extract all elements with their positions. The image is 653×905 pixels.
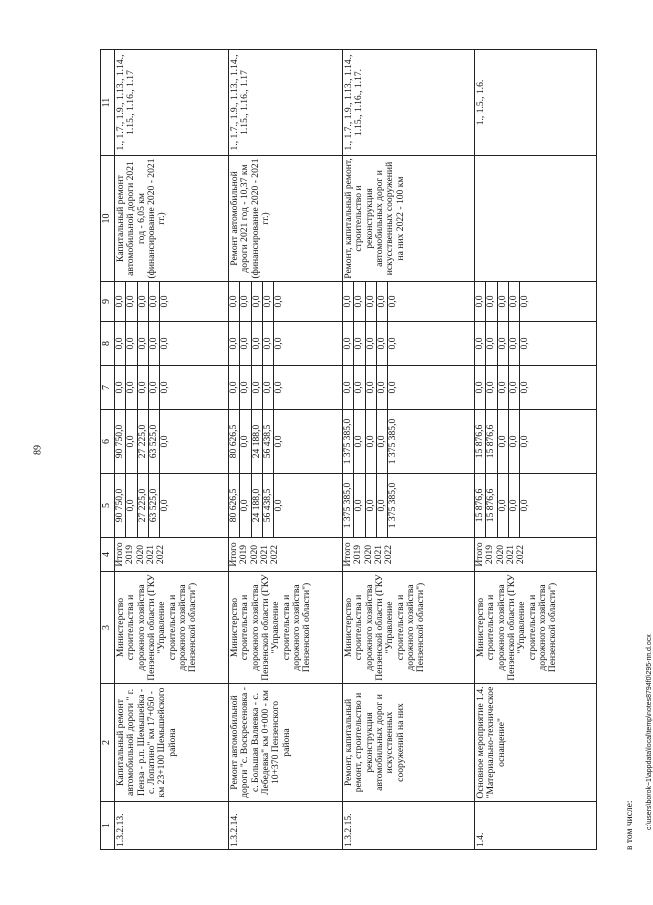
value-cell: 0,0 xyxy=(273,282,284,321)
value-cell: 15 876,6 xyxy=(473,424,485,459)
program-table xyxy=(100,49,597,850)
value-cell: 0,0 xyxy=(125,366,136,409)
value-cell: 0,0 xyxy=(341,295,353,308)
value-cell: 0,0 xyxy=(508,474,519,537)
value-cell: 0,0 xyxy=(273,366,284,409)
value-cell: 0,0 xyxy=(148,322,159,365)
value-cell: 0,0 xyxy=(113,381,125,394)
value-cell: 0,0 xyxy=(239,474,250,537)
value-cell: 0,0 xyxy=(508,366,519,409)
year-cell: 2020 xyxy=(134,544,146,565)
year-cell: Итого xyxy=(473,542,485,567)
value-cell: 0,0 xyxy=(387,366,398,409)
row-col5 xyxy=(114,474,228,538)
value-cell: 0,0 xyxy=(485,366,496,409)
value-cell: 0,0 xyxy=(239,410,250,473)
header-cell: 3 xyxy=(101,572,115,684)
row-col8 xyxy=(228,322,342,366)
year-cell: 2019 xyxy=(124,544,136,565)
value-cell: 0,0 xyxy=(227,381,239,394)
value-cell: 0,0 xyxy=(473,381,485,394)
row-name: Ремонт, капитальный ремонт, строительство и реконструкция автомобильных дорог и искусственных сооружений на них xyxy=(342,684,474,802)
row-col6 xyxy=(114,410,228,474)
value-cell: 0,0 xyxy=(365,366,376,409)
row-col7 xyxy=(228,366,342,410)
year-cell: 2019 xyxy=(484,544,496,565)
row-col9 xyxy=(114,282,228,322)
table-row xyxy=(114,50,228,850)
value-cell: 0,0 xyxy=(125,474,136,537)
value-cell: 0,0 xyxy=(125,410,136,473)
year-cell: 2022 xyxy=(155,544,167,565)
value-cell: 0,0 xyxy=(159,410,170,473)
row-col6 xyxy=(474,410,596,474)
row-col8 xyxy=(342,322,474,366)
value-cell: 0,0 xyxy=(376,282,387,321)
row-links: 1., 1.7., 1.9., 1.13., 1.14., 1.15., 1.16., 1.17 xyxy=(114,50,228,156)
row-executor: Министерство строительства и дорожного хозяйства Пензенской области (ГКУ "Управление строительства и дорожного хозяйства Пензенской области") xyxy=(342,572,474,684)
value-cell: 0,0 xyxy=(497,366,508,409)
value-cell: 1 375 385,0 xyxy=(387,474,398,537)
row-result: Ремонт, капитальный ремонт, строительство и реконструкция автомобильных дорог и искусственных сооружений на них 2022 - 100 км xyxy=(342,156,474,282)
row-executor: Министерство строительства и дорожного хозяйства Пензенской области (ГКУ "Управление строительства и дорожного хозяйства Пензенской области") xyxy=(228,572,342,684)
table-row xyxy=(342,50,474,850)
table-row xyxy=(228,50,342,850)
row-col5 xyxy=(342,474,474,538)
value-cell: 0,0 xyxy=(485,282,496,321)
row-years xyxy=(228,538,342,572)
year-cell: Итого xyxy=(227,542,239,567)
value-cell: 0,0 xyxy=(473,337,485,350)
header-cell: 1 xyxy=(101,802,115,850)
row-executor: Министерство строительства и дорожного хозяйства Пензенской области (ГКУ "Управление строительства и дорожного хозяйства Пензенской области") xyxy=(114,572,228,684)
row-col7 xyxy=(342,366,474,410)
value-cell: 0,0 xyxy=(251,282,262,321)
value-cell: 1 375 385,0 xyxy=(387,410,398,473)
value-cell: 0,0 xyxy=(387,322,398,365)
value-cell: 0,0 xyxy=(341,337,353,350)
header-cell: 2 xyxy=(101,684,115,802)
value-cell: 0,0 xyxy=(519,410,530,473)
value-cell: 0,0 xyxy=(273,322,284,365)
value-cell: 0,0 xyxy=(251,366,262,409)
row-col6 xyxy=(342,410,474,474)
year-cell: Итого xyxy=(341,542,353,567)
value-cell: 90 750,0 xyxy=(113,488,125,523)
value-cell: 0,0 xyxy=(251,322,262,365)
value-cell: 0,0 xyxy=(376,366,387,409)
value-cell: 80 626,5 xyxy=(227,424,239,459)
value-cell: 0,0 xyxy=(137,366,148,409)
value-cell: 0,0 xyxy=(508,322,519,365)
header-cell: 9 xyxy=(101,282,115,322)
row-id: 1.4. xyxy=(474,802,596,850)
table-body xyxy=(101,50,597,850)
value-cell: 0,0 xyxy=(159,282,170,321)
value-cell: 0,0 xyxy=(508,282,519,321)
header-cell: 5 xyxy=(101,474,115,538)
row-col7 xyxy=(114,366,228,410)
row-col7 xyxy=(474,366,596,410)
value-cell: 15 876,6 xyxy=(485,474,496,537)
value-cell: 0,0 xyxy=(376,474,387,537)
row-executor: Министерство строительства и дорожного хозяйства Пензенской области (ГКУ "Управление строительства и дорожного хозяйства Пензенской области") xyxy=(474,572,596,684)
year-cell: 2019 xyxy=(238,544,250,565)
value-cell: 0,0 xyxy=(497,322,508,365)
year-cell: 2020 xyxy=(362,544,374,565)
row-col8 xyxy=(114,322,228,366)
value-cell: 56 438,5 xyxy=(262,474,273,537)
row-links: 1., 1.7., 1.9., 1.13., 1.14., 1.15., 1.16., 1.17 xyxy=(228,50,342,156)
value-cell: 15 876,6 xyxy=(485,410,496,473)
value-cell: 0,0 xyxy=(159,474,170,537)
value-cell: 0,0 xyxy=(365,474,376,537)
row-col8 xyxy=(474,322,596,366)
value-cell: 0,0 xyxy=(353,474,364,537)
value-cell: 0,0 xyxy=(137,322,148,365)
value-cell: 0,0 xyxy=(113,337,125,350)
value-cell: 0,0 xyxy=(365,282,376,321)
year-cell: Итого xyxy=(113,542,125,567)
value-cell: 0,0 xyxy=(353,366,364,409)
value-cell: 27 225,0 xyxy=(137,474,148,537)
value-cell: 0,0 xyxy=(159,322,170,365)
value-cell: 0,0 xyxy=(262,366,273,409)
value-cell: 0,0 xyxy=(227,337,239,350)
value-cell: 0,0 xyxy=(353,410,364,473)
value-cell: 0,0 xyxy=(365,410,376,473)
value-cell: 24 188,0 xyxy=(251,474,262,537)
value-cell: 0,0 xyxy=(519,322,530,365)
row-col9 xyxy=(474,282,596,322)
header-cell: 8 xyxy=(101,322,115,366)
rotated-table-area xyxy=(100,50,653,850)
value-cell: 0,0 xyxy=(519,282,530,321)
value-cell: 0,0 xyxy=(485,322,496,365)
page-number: 89 xyxy=(32,445,44,455)
year-cell: 2022 xyxy=(515,544,527,565)
year-cell: 2022 xyxy=(383,544,395,565)
year-cell: 2021 xyxy=(372,544,384,565)
value-cell: 0,0 xyxy=(273,410,284,473)
value-cell: 0,0 xyxy=(137,282,148,321)
value-cell: 80 626,5 xyxy=(227,488,239,523)
value-cell: 1 375 385,0 xyxy=(341,418,353,465)
value-cell: 27 225,0 xyxy=(137,410,148,473)
value-cell: 0,0 xyxy=(508,410,519,473)
row-col9 xyxy=(342,282,474,322)
value-cell: 0,0 xyxy=(473,295,485,308)
value-cell: 0,0 xyxy=(387,282,398,321)
value-cell: 0,0 xyxy=(497,410,508,473)
value-cell: 63 525,0 xyxy=(148,410,159,473)
year-cell: 2020 xyxy=(248,544,260,565)
value-cell: 0,0 xyxy=(239,366,250,409)
value-cell: 0,0 xyxy=(262,322,273,365)
row-col5 xyxy=(474,474,596,538)
value-cell: 0,0 xyxy=(148,282,159,321)
value-cell: 0,0 xyxy=(365,322,376,365)
row-links: 1., 1.7., 1.9., 1.13., 1.14., 1.15., 1.16., 1.17. xyxy=(342,50,474,156)
row-name: Капитальный ремонт автомобильной дороги " г. Пенза - р.п. Шемышейка - с. Лопатино" км 17+050 - км 23+100 Шемышейского района xyxy=(114,684,228,802)
value-cell: 0,0 xyxy=(273,474,284,537)
row-years xyxy=(114,538,228,572)
row-id: 1.3.2.15. xyxy=(342,802,474,850)
value-cell: 63 525,0 xyxy=(148,474,159,537)
value-cell: 0,0 xyxy=(148,366,159,409)
footer-label: в том числе: xyxy=(625,800,635,850)
value-cell: 24 188,0 xyxy=(251,410,262,473)
header-row xyxy=(101,50,115,850)
row-years xyxy=(342,538,474,572)
value-cell: 0,0 xyxy=(113,295,125,308)
year-cell: 2021 xyxy=(144,544,156,565)
value-cell: 0,0 xyxy=(125,282,136,321)
value-cell: 1 375 385,0 xyxy=(341,482,353,529)
year-cell: 2021 xyxy=(258,544,270,565)
year-cell: 2022 xyxy=(269,544,281,565)
value-cell: 0,0 xyxy=(353,282,364,321)
row-col9 xyxy=(228,282,342,322)
value-cell: 0,0 xyxy=(125,322,136,365)
value-cell: 0,0 xyxy=(262,282,273,321)
row-col5 xyxy=(228,474,342,538)
header-cell: 7 xyxy=(101,366,115,410)
year-cell: 2021 xyxy=(504,544,516,565)
value-cell: 0,0 xyxy=(159,366,170,409)
value-cell: 90 750,0 xyxy=(113,424,125,459)
row-name: Ремонт автомобильной дороги "с. Воскресеновка - с. Большая Валяевка - с. Лебедевка" км 0+000 - км 10+370 Пензенского района xyxy=(228,684,342,802)
value-cell: 0,0 xyxy=(353,322,364,365)
value-cell: 0,0 xyxy=(376,410,387,473)
value-cell: 0,0 xyxy=(341,381,353,394)
row-links: 1., 1.5., 1.6. xyxy=(474,50,596,156)
value-cell: 0,0 xyxy=(227,295,239,308)
value-cell: 56 438,5 xyxy=(262,410,273,473)
value-cell: 0,0 xyxy=(376,322,387,365)
value-cell: 0,0 xyxy=(519,474,530,537)
value-cell: 0,0 xyxy=(239,282,250,321)
value-cell: 15 876,6 xyxy=(473,488,485,523)
value-cell: 0,0 xyxy=(497,474,508,537)
row-result: Капитальный ремонт автомобильной дороги 2021 год - 6,05 км (финансирование 2020 - 2021 гг.) xyxy=(114,156,228,282)
header-cell: 11 xyxy=(101,50,115,156)
header-cell: 6 xyxy=(101,410,115,474)
row-col6 xyxy=(228,410,342,474)
year-cell: 2020 xyxy=(494,544,506,565)
header-cell: 10 xyxy=(101,156,115,282)
value-cell: 0,0 xyxy=(239,322,250,365)
table-row xyxy=(474,50,596,850)
value-cell: 0,0 xyxy=(519,366,530,409)
row-id: 1.3.2.13. xyxy=(114,802,228,850)
row-name: Основное мероприятие 1.4. "Материально-техническое оснащение" xyxy=(474,684,596,802)
row-result: Ремонт автомобильной дороги 2021 год - 10,37 км (финансирование 2020 - 2021 гг.) xyxy=(228,156,342,282)
row-years xyxy=(474,538,596,572)
row-id: 1.3.2.14. xyxy=(228,802,342,850)
file-path: c:\users\borok~1\appdata\local\temp\notes8794f0\295-пп.d.ocx xyxy=(646,634,653,830)
value-cell: 0,0 xyxy=(497,282,508,321)
year-cell: 2019 xyxy=(352,544,364,565)
row-result xyxy=(474,156,596,282)
header-cell: 4 xyxy=(101,538,115,572)
